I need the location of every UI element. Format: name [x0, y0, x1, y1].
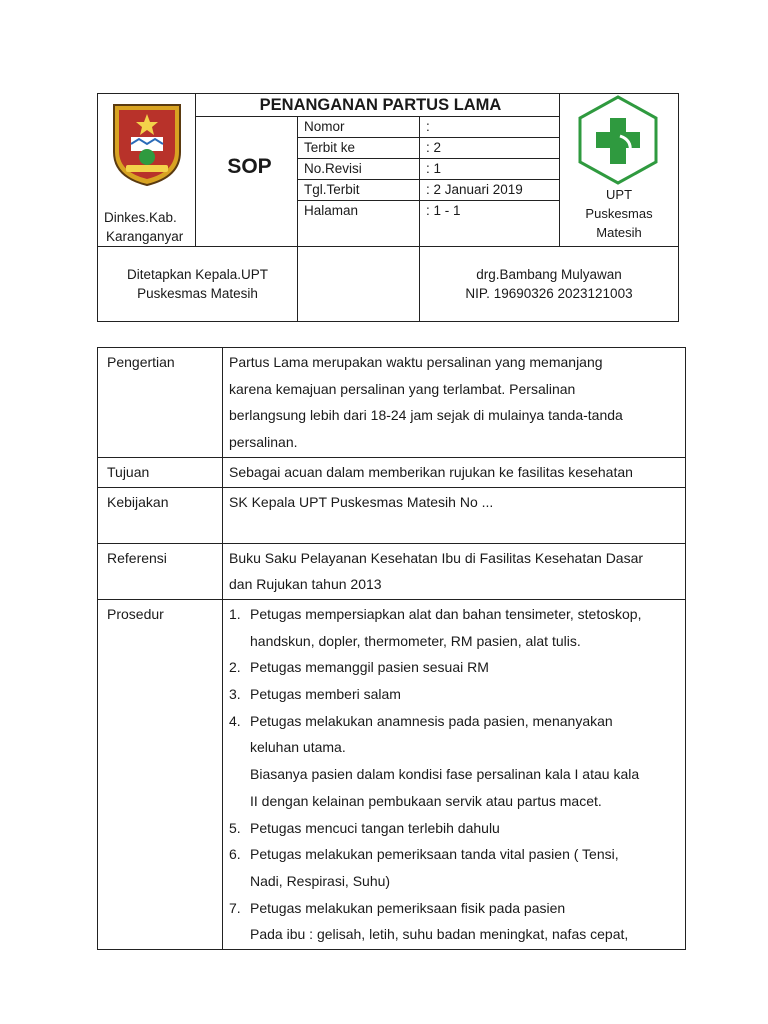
pengertian-label: Pengertian [98, 348, 223, 458]
prosedur-step [229, 841, 679, 894]
meta-value-revisi: : 1 [420, 159, 560, 180]
step-line: II dengan kelainan pembukaan servik atau partus macet. [250, 792, 602, 809]
step-line: Petugas melakukan pemeriksaan tanda vital pasien ( Tensi, [250, 846, 619, 863]
ditetapkan-line-2: Puskesmas Matesih [137, 286, 258, 301]
prosedur-step [229, 815, 679, 842]
step-number: 5. [229, 819, 241, 836]
meta-label-halaman: Halaman [298, 201, 420, 247]
step-line: Petugas mencuci tangan terlebih dahulu [250, 819, 500, 836]
pengertian-line: karena kemajuan persalinan yang terlambat. Persalinan [229, 380, 576, 397]
step-line: keluhan utama. [250, 739, 346, 756]
step-line: Nadi, Respirasi, Suhu) [250, 872, 391, 889]
step-line: Biasanya pasien dalam kondisi fase persalinan kala I atau kala [250, 766, 640, 783]
referensi-text [223, 543, 686, 599]
puskesmas-logo-icon [572, 94, 664, 186]
step-number: 2. [229, 659, 241, 676]
step-line: Petugas mempersiapkan alat dan bahan tensimeter, stetoskop, [250, 605, 642, 622]
prosedur-list [229, 601, 679, 948]
meta-label-nomor: Nomor [298, 117, 420, 138]
step-line: Petugas melakukan pemeriksaan fisik pada pasien [250, 899, 566, 916]
prosedur-step [229, 895, 679, 948]
document-title: PENANGANAN PARTUS LAMA [196, 94, 560, 117]
official-cell [420, 247, 679, 322]
puskesmas-name-line-2: Puskesmas [585, 206, 653, 221]
regency-name-line-2: Karanganyar [106, 229, 184, 244]
pengertian-text [223, 348, 686, 458]
tujuan-text: Sebagai acuan dalam memberikan rujukan ke fasilitas kesehatan [223, 457, 686, 487]
meta-value-nomor: : [420, 117, 560, 138]
referensi-line: dan Rujukan tahun 2013 [229, 576, 382, 593]
puskesmas-name-line-1: UPT [606, 187, 633, 202]
official-nip: NIP. 19690326 2023121003 [465, 286, 633, 301]
step-number: 4. [229, 712, 241, 729]
regency-crest-icon [108, 97, 186, 187]
sop-label: SOP [196, 117, 298, 247]
step-line: Pada ibu : gelisah, letih, suhu badan meningkat, nafas cepat, [250, 926, 629, 943]
regency-name-line-1: Dinkes.Kab. [104, 210, 177, 225]
step-line: Petugas melakukan anamnesis pada pasien, menanyakan [250, 712, 613, 729]
pengertian-line: berlangsung lebih dari 18-24 jam sejak di mulainya tanda-tanda [229, 407, 623, 424]
meta-label-tgl-terbit: Tgl.Terbit [298, 180, 420, 201]
kebijakan-label: Kebijakan [98, 487, 223, 543]
puskesmas-name-line-3: Matesih [596, 225, 642, 240]
step-number: 1. [229, 605, 241, 622]
prosedur-step [229, 601, 679, 654]
prosedur-label: Prosedur [98, 599, 223, 949]
puskesmas-logo-cell [560, 94, 679, 247]
meta-value-tgl-terbit: : 2 Januari 2019 [420, 180, 560, 201]
prosedur-step [229, 708, 679, 815]
step-number: 7. [229, 899, 241, 916]
signature-cell [298, 247, 420, 322]
step-line: Petugas memanggil pasien sesuai RM [250, 659, 489, 676]
meta-value-halaman: : 1 - 1 [420, 201, 560, 247]
kebijakan-text: SK Kepala UPT Puskesmas Matesih No ... [223, 487, 686, 543]
prosedur-list-cell [223, 599, 686, 949]
referensi-label: Referensi [98, 543, 223, 599]
prosedur-step [229, 654, 679, 681]
referensi-line: Buku Saku Pelayanan Kesehatan Ibu di Fasilitas Kesehatan Dasar [229, 549, 644, 566]
prosedur-step [229, 681, 679, 708]
ditetapkan-cell [98, 247, 298, 322]
regency-logo-cell [98, 94, 196, 247]
step-line: handskun, dopler, thermometer, RM pasien, alat tulis. [250, 632, 581, 649]
step-number: 3. [229, 686, 241, 703]
pengertian-line: persalinan. [229, 434, 298, 451]
meta-value-terbit: : 2 [420, 138, 560, 159]
sop-header-table [97, 93, 679, 322]
ditetapkan-line-1: Ditetapkan Kepala.UPT [126, 267, 269, 282]
step-number: 6. [229, 846, 241, 863]
official-name: drg.Bambang Mulyawan [476, 267, 622, 282]
sop-content-table [97, 347, 686, 950]
meta-label-terbit: Terbit ke [298, 138, 420, 159]
step-line: Petugas memberi salam [250, 686, 401, 703]
tujuan-label: Tujuan [98, 457, 223, 487]
meta-label-revisi: No.Revisi [298, 159, 420, 180]
pengertian-line: Partus Lama merupakan waktu persalinan yang memanjang [229, 354, 603, 370]
